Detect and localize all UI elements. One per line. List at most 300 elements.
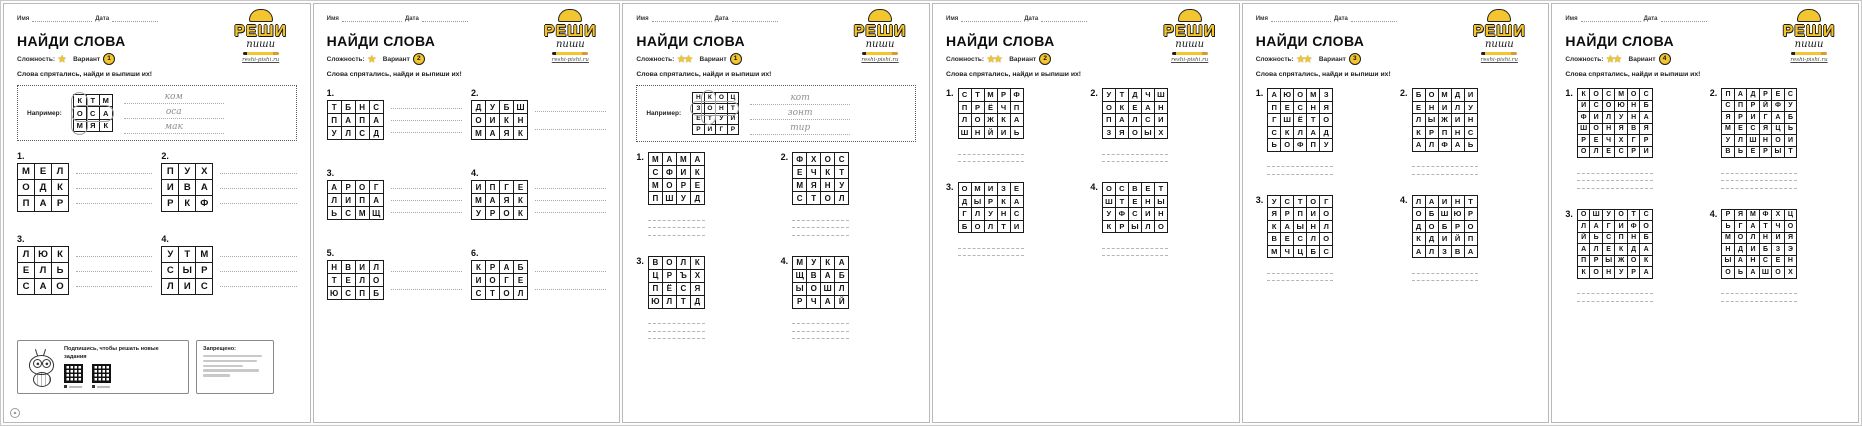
flower-doodle — [10, 408, 20, 418]
puzzle-1 — [1256, 88, 1391, 175]
puzzle-number: 3. — [326, 168, 335, 178]
grid-cell: Ш — [958, 126, 971, 139]
qr-code — [92, 364, 111, 383]
grid-cell: А — [1772, 112, 1785, 124]
grid-cell: Л — [971, 208, 984, 221]
puzzle-number: 6. — [471, 248, 479, 258]
pencil-icon — [552, 52, 588, 55]
copyright-box — [196, 340, 274, 394]
puzzle-number: 1. — [1565, 88, 1573, 98]
handwritten-answer: оса — [124, 107, 224, 119]
grid-cell: С — [1590, 100, 1603, 112]
grid-cell: Х — [1615, 135, 1628, 147]
grid-cell: О — [486, 274, 500, 287]
puzzle-number: 3. — [1565, 208, 1573, 219]
grid-cell: Э — [1784, 244, 1797, 256]
grid-cell: Й — [835, 295, 849, 308]
grid-cell: О — [1294, 89, 1307, 102]
grid-cell: М — [1722, 232, 1735, 244]
page-title: НАЙДИ СЛОВА — [1255, 33, 1365, 49]
grid-cell: М — [472, 194, 486, 207]
grid-row — [793, 166, 849, 179]
example-answers — [124, 92, 224, 134]
mascot-illustration — [25, 346, 57, 388]
grid-cell: А — [835, 256, 849, 269]
example-box — [636, 85, 916, 142]
grid-row — [693, 124, 739, 135]
grid-cell: Ы — [1154, 195, 1167, 208]
grid-cell: Е — [1281, 233, 1294, 246]
grid-cell: К — [514, 194, 528, 207]
grid-cell: Ф — [1577, 112, 1590, 124]
answer-lines — [1577, 166, 1653, 189]
logo-wordmark: РЕШИ — [853, 23, 907, 40]
grid-row — [1102, 101, 1167, 114]
grid-cell: М — [472, 127, 486, 140]
grid-cell: Р — [1281, 208, 1294, 221]
page-footer — [17, 340, 274, 394]
grid-cell: О — [1281, 139, 1294, 152]
puzzle-2 — [161, 151, 296, 212]
grid-cell: Р — [1115, 220, 1128, 233]
grid-cell: С — [1722, 100, 1735, 112]
grid-row — [1412, 126, 1477, 139]
answer-line — [76, 270, 152, 272]
grid-cell: Н — [693, 93, 705, 104]
grid-cell: Ы — [1425, 114, 1438, 127]
grid-cell: А — [1640, 112, 1653, 124]
grid-cell: Б — [1438, 220, 1451, 233]
grid-cell: Н — [1602, 267, 1615, 279]
answer-line — [1267, 266, 1333, 274]
grid-row — [1102, 126, 1167, 139]
letter-grid — [327, 260, 384, 300]
grid-cell: И — [355, 261, 369, 274]
grid-row — [1412, 101, 1477, 114]
grid-cell: А — [1010, 114, 1023, 127]
grid-row — [1722, 244, 1797, 256]
grid-cell: С — [793, 192, 807, 205]
example-label: Например: — [646, 110, 682, 117]
grid-cell: А — [1464, 245, 1477, 258]
grid-cell: С — [1320, 245, 1333, 258]
grid-cell: Л — [984, 220, 997, 233]
grid-cell: С — [341, 287, 355, 300]
answer-line — [1721, 166, 1797, 174]
grid-row — [1577, 100, 1652, 112]
pencil-icon — [862, 52, 898, 55]
puzzle-number: 5. — [326, 248, 335, 258]
grid-cell: Ж — [1615, 255, 1628, 267]
grid-row — [648, 256, 704, 269]
grid-cell: П — [355, 287, 369, 300]
grid-cell: В — [1451, 245, 1464, 258]
grid-cell: С — [1784, 89, 1797, 101]
legal-text-line — [203, 360, 257, 362]
letter-grid — [161, 163, 213, 212]
grid-cell: В — [648, 256, 662, 269]
grid-cell: Ч — [1141, 89, 1154, 102]
grid-cell: Н — [1307, 220, 1320, 233]
answer-lines — [535, 100, 606, 140]
grid-cell: П — [1615, 232, 1628, 244]
grid-cell: Т — [327, 274, 341, 287]
grid-cell: И — [1438, 195, 1451, 208]
grid-cell: Ш — [1590, 209, 1603, 221]
grid-row — [648, 282, 704, 295]
puzzle-number: 4. — [780, 255, 789, 266]
grid-cell: П — [162, 164, 179, 180]
grid-cell: Т — [997, 220, 1010, 233]
grid-cell: О — [1590, 123, 1603, 135]
grid-cell: Л — [1307, 233, 1320, 246]
example-answers — [750, 93, 850, 135]
grid-cell: С — [1115, 183, 1128, 196]
grid-cell: Т — [1115, 89, 1128, 102]
grid-cell: Ч — [807, 295, 821, 308]
answer-line — [958, 155, 1024, 163]
difficulty-stars — [987, 55, 1001, 63]
grid-cell: А — [690, 153, 704, 166]
puzzle-area — [636, 152, 916, 339]
grid-cell: Е — [1412, 101, 1425, 114]
grid-cell: З — [1320, 89, 1333, 102]
variant-label: Вариант — [699, 55, 727, 63]
grid-cell: Н — [1784, 255, 1797, 267]
grid-row — [1577, 146, 1652, 158]
grid-cell: Я — [1320, 101, 1333, 114]
grid-cell: П — [1307, 139, 1320, 152]
grid-cell: К — [1281, 126, 1294, 139]
answer-lines — [391, 180, 462, 220]
variant-label: Вариант — [1009, 55, 1037, 63]
grid-cell: О — [1615, 209, 1628, 221]
grid-cell: Л — [341, 127, 355, 140]
letter-grid — [161, 246, 213, 295]
grid-cell: Я — [500, 127, 514, 140]
grid-cell: А — [369, 194, 383, 207]
grid-cell: И — [676, 166, 690, 179]
grid-cell: У — [1464, 101, 1477, 114]
grid-cell: О — [704, 103, 716, 114]
grid-row — [1577, 135, 1652, 147]
grid-cell: Р — [162, 196, 179, 212]
grid-cell: У — [327, 127, 341, 140]
name-blank-line — [1581, 14, 1641, 22]
grid-cell: Ш — [514, 101, 528, 114]
grid-cell: О — [1577, 209, 1590, 221]
grid-cell: Ж — [984, 114, 997, 127]
grid-cell: С — [86, 107, 99, 120]
grid-row — [18, 247, 69, 263]
grid-cell: Я — [1722, 112, 1735, 124]
example-label: Например: — [27, 109, 62, 117]
letter-grid — [17, 163, 69, 212]
puzzle-number: 1. — [326, 88, 335, 98]
grid-row — [472, 181, 528, 194]
grid-cell: В — [341, 261, 355, 274]
star-icon: ★ — [987, 54, 995, 64]
grid-cell: Т — [179, 247, 196, 263]
grid-cell: Д — [1451, 89, 1464, 102]
grid-cell: К — [1268, 220, 1281, 233]
logo-script: пиши — [865, 39, 895, 50]
grid-cell: Н — [1627, 112, 1640, 124]
subscribe-box — [17, 340, 189, 394]
date-label: Дата — [1024, 16, 1039, 22]
variant-badge: 3 — [1349, 53, 1361, 65]
grid-cell: О — [1627, 89, 1640, 101]
grid-cell: К — [99, 119, 112, 132]
grid-cell: И — [1590, 112, 1603, 124]
grid-row — [162, 247, 213, 263]
grid-cell: Ё — [984, 101, 997, 114]
grid-row — [162, 164, 213, 180]
pencil-icon — [1481, 52, 1517, 55]
date-blank-line — [1041, 14, 1087, 22]
worksheet-page-2 — [313, 3, 621, 423]
answer-line — [648, 213, 705, 221]
grid-row — [1412, 233, 1477, 246]
grid-cell: Н — [716, 103, 728, 114]
name-date-row — [1256, 13, 1441, 22]
answer-lines — [1267, 160, 1333, 175]
answer-lines — [220, 246, 296, 295]
worksheet-page-5 — [1242, 3, 1550, 423]
grid-cell: М — [1307, 89, 1320, 102]
grid-cell: К — [1577, 89, 1590, 101]
grid-cell: Ь — [1734, 267, 1747, 279]
grid-cell: М — [1747, 209, 1760, 221]
star-icon: ★ — [1296, 54, 1304, 64]
date-blank-line — [422, 14, 468, 22]
grid-cell: З — [997, 183, 1010, 196]
grid-row — [958, 195, 1023, 208]
grid-cell: Л — [162, 279, 179, 295]
grid-cell: Т — [971, 89, 984, 102]
grid-cell: Ь — [1590, 232, 1603, 244]
grid-cell: Г — [958, 208, 971, 221]
grid-cell: К — [704, 93, 716, 104]
grid-cell: Ь — [1464, 139, 1477, 152]
letter-grid — [792, 256, 849, 309]
grid-cell: П — [1294, 208, 1307, 221]
grid-cell: А — [486, 127, 500, 140]
puzzle-3 — [946, 182, 1081, 256]
grid-cell: А — [196, 180, 213, 196]
grid-row — [1102, 89, 1167, 102]
page-title: НАЙДИ СЛОВА — [326, 33, 436, 49]
grid-cell: Т — [807, 192, 821, 205]
grid-cell: Е — [1772, 89, 1785, 101]
grid-cell: Л — [327, 194, 341, 207]
grid-cell: С — [676, 282, 690, 295]
letter-grid — [1102, 182, 1168, 233]
grid-cell: И — [472, 274, 486, 287]
grid-cell: Т — [727, 103, 739, 114]
grid-cell: Ф — [196, 196, 213, 212]
logo-script: пиши — [1175, 39, 1205, 50]
grid-cell: Н — [1154, 101, 1167, 114]
grid-row — [472, 101, 528, 114]
grid-cell: Ф — [1627, 221, 1640, 233]
grid-cell: У — [486, 101, 500, 114]
grid-cell: М — [648, 153, 662, 166]
letter-grid — [1267, 88, 1333, 152]
answer-line — [1721, 294, 1797, 302]
grid-cell: Р — [1747, 100, 1760, 112]
grid-cell: Е — [341, 274, 355, 287]
grid-cell: Ф — [793, 153, 807, 166]
logo-site-link: reshi-pishi.ru — [1480, 57, 1518, 63]
grid-cell: Д — [472, 101, 486, 114]
grid-row — [1268, 114, 1333, 127]
grid-row — [1268, 208, 1333, 221]
grid-cell: С — [472, 287, 486, 300]
pencil-icon — [243, 52, 279, 55]
grid-cell: Р — [1577, 135, 1590, 147]
letter-grid — [1412, 195, 1478, 259]
grid-cell: С — [835, 153, 849, 166]
grid-cell: О — [1734, 232, 1747, 244]
puzzle-area — [946, 88, 1226, 256]
grid-cell: И — [1438, 233, 1451, 246]
grid-cell: Т — [1627, 209, 1640, 221]
grid-cell: С — [196, 279, 213, 295]
grid-cell: Р — [693, 124, 705, 135]
qr-caption — [92, 385, 111, 388]
grid-cell: О — [1640, 221, 1653, 233]
grid-cell: Д — [690, 295, 704, 308]
answer-line — [1577, 174, 1653, 182]
puzzle-number: 3. — [946, 182, 954, 192]
grid-cell: Ю — [35, 247, 52, 263]
answer-lines — [792, 213, 849, 236]
grid-cell: Ь — [1010, 126, 1023, 139]
grid-cell: Ь — [1784, 123, 1797, 135]
answer-line — [792, 228, 849, 236]
grid-cell: Ш — [821, 282, 835, 295]
grid-cell: П — [1734, 100, 1747, 112]
grid-row — [793, 179, 849, 192]
grid-cell: Й — [1451, 233, 1464, 246]
grid-cell: Л — [35, 263, 52, 279]
grid-cell: Т — [1115, 195, 1128, 208]
grid-row — [472, 114, 528, 127]
grid-row — [1722, 267, 1797, 279]
puzzle-area — [17, 151, 297, 295]
grid-cell: Д — [35, 180, 52, 196]
pencil-icon — [1791, 52, 1827, 55]
logo-wordmark: РЕШИ — [1163, 23, 1217, 40]
grid-cell: Р — [52, 196, 69, 212]
grid-cell: Я — [1115, 126, 1128, 139]
grid-cell: Л — [1412, 195, 1425, 208]
puzzle-number: 2. — [780, 152, 789, 162]
puzzle-3 — [636, 256, 771, 340]
grid-cell: И — [1451, 114, 1464, 127]
grid-row — [18, 180, 69, 196]
puzzle-4 — [781, 256, 916, 340]
grid-cell: И — [162, 180, 179, 196]
difficulty-label: Сложность: — [17, 55, 56, 63]
grid-cell: Ю — [1615, 100, 1628, 112]
grid-cell: У — [1615, 112, 1628, 124]
grid-cell: П — [327, 114, 341, 127]
grid-cell: А — [1747, 221, 1760, 233]
grid-cell: Я — [86, 119, 99, 132]
grid-cell: С — [1010, 208, 1023, 221]
answer-lines — [958, 147, 1024, 162]
grid-row — [1102, 220, 1167, 233]
grid-cell: О — [52, 279, 69, 295]
difficulty-label: Сложность: — [636, 55, 675, 63]
grid-cell: С — [1294, 233, 1307, 246]
grid-cell: Л — [1320, 220, 1333, 233]
grid-cell: Щ — [793, 269, 807, 282]
answer-lines — [220, 163, 296, 212]
difficulty-stars — [58, 55, 65, 63]
grid-cell: У — [1102, 208, 1115, 221]
date-label: Дата — [404, 16, 419, 22]
grid-cell: О — [1412, 208, 1425, 221]
grid-cell: Ш — [1154, 89, 1167, 102]
answer-lines — [648, 213, 705, 236]
name-label: Имя — [17, 16, 30, 22]
grid-cell: А — [1577, 244, 1590, 256]
instruction-text: Слова спрятались, найди и выпиши их! — [17, 71, 153, 78]
grid-cell: З — [1772, 244, 1785, 256]
grid-cell: И — [1615, 221, 1628, 233]
grid-cell: К — [1115, 101, 1128, 114]
letter-grid — [17, 246, 69, 295]
star-icon: ★ — [1606, 54, 1614, 64]
name-label: Имя — [326, 16, 339, 22]
puzzle-number: 2. — [471, 88, 479, 98]
puzzle-area — [1565, 88, 1845, 302]
grid-cell: Н — [1759, 135, 1772, 147]
grid-cell: Ш — [1577, 123, 1590, 135]
grid-cell: И — [1747, 112, 1760, 124]
grid-cell: И — [1307, 208, 1320, 221]
letter-grid — [1102, 88, 1168, 139]
grid-cell: М — [355, 207, 369, 220]
grid-cell: Г — [1602, 221, 1615, 233]
grid-cell: О — [1464, 220, 1477, 233]
grid-cell: Н — [1747, 255, 1760, 267]
grid-cell: У — [716, 114, 728, 125]
grid-row — [162, 180, 213, 196]
grid-cell: Я — [1759, 123, 1772, 135]
grid-cell: П — [1102, 114, 1115, 127]
grid-cell: М — [971, 183, 984, 196]
answer-line — [792, 324, 849, 332]
grid-cell: Г — [1627, 135, 1640, 147]
grid-cell: Л — [52, 164, 69, 180]
grid-cell: Е — [1602, 244, 1615, 256]
grid-cell: Ы — [1722, 255, 1735, 267]
grid-cell: Ы — [793, 282, 807, 295]
name-blank-line — [652, 14, 712, 22]
grid-cell: Б — [958, 220, 971, 233]
grid-cell: О — [971, 114, 984, 127]
grid-cell: Г — [500, 181, 514, 194]
grid-cell: Х — [1154, 126, 1167, 139]
grid-cell: О — [1307, 195, 1320, 208]
grid-row — [327, 261, 383, 274]
name-date-row — [636, 13, 821, 22]
grid-row — [1722, 209, 1797, 221]
